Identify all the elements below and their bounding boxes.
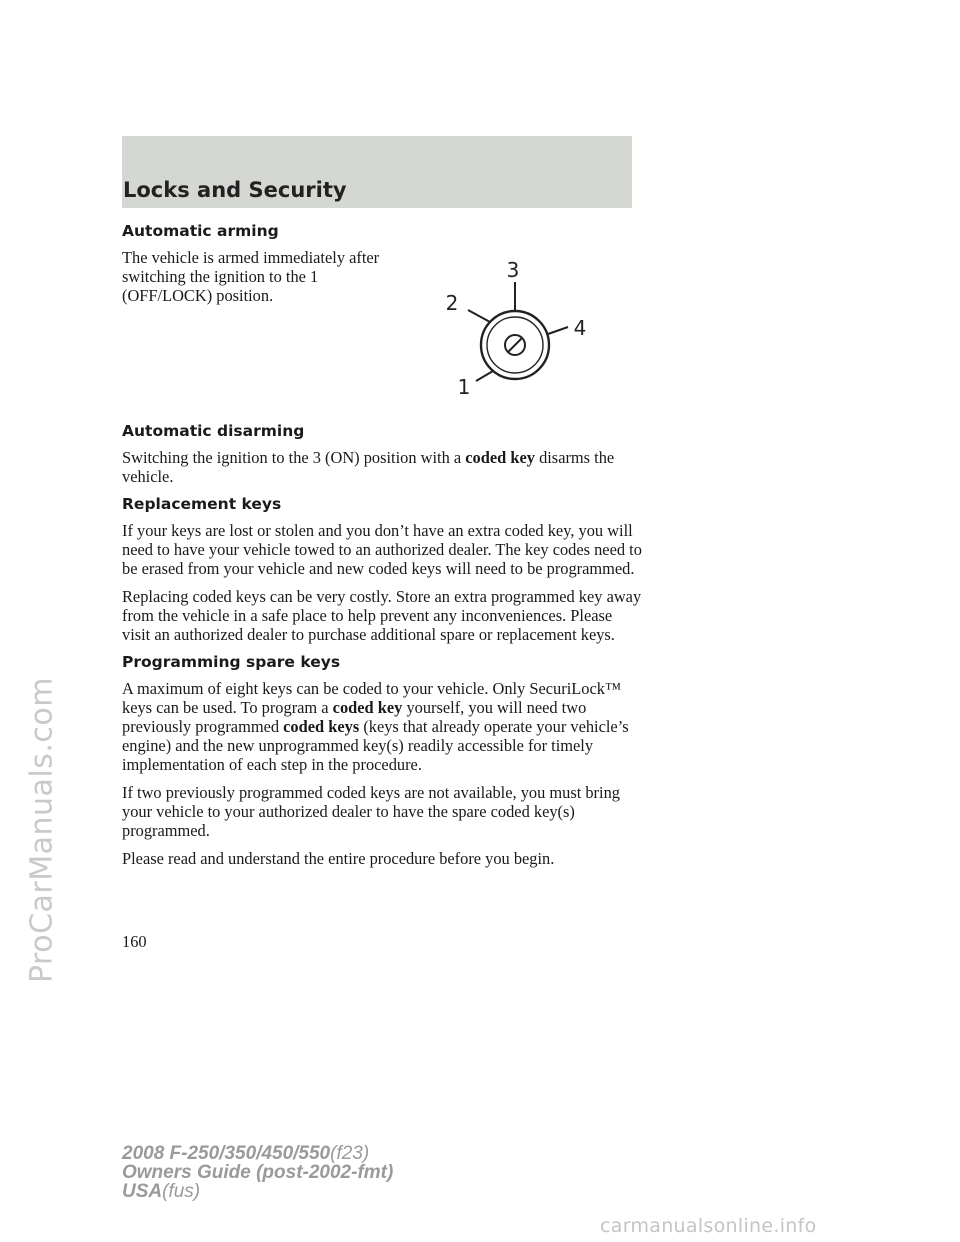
side-watermark-text: ProCarManuals.com bbox=[24, 676, 60, 984]
footer-market: USA bbox=[122, 1181, 163, 1202]
heading-replacement-keys: Replacement keys bbox=[122, 495, 282, 513]
page-number: 160 bbox=[122, 932, 147, 951]
bottom-watermark: carmanualsonline.info bbox=[600, 1215, 817, 1237]
footer-guide: Owners Guide (post-2002-fmt) bbox=[122, 1162, 394, 1183]
position-label-4: 4 bbox=[573, 316, 587, 340]
document-footer bbox=[122, 1144, 393, 1201]
replacement-paragraph-1: If your keys are lost or stolen and you don’t have an extra coded key, you will need to have your vehicle towed to an authorized dealer. The key codes need to be erased from your vehicle and new coded keys will need to be programmed. bbox=[122, 521, 642, 578]
heading-programming-spare-keys: Programming spare keys bbox=[122, 653, 341, 671]
replacement-paragraph-2: Replacing coded keys can be very costly. Store an extra programmed key away from the vehicle in a safe place to help prevent any inconveniences. Please visit an authorized dealer to purchase additional spare or replacement keys. bbox=[122, 587, 642, 644]
page-content bbox=[122, 222, 642, 877]
heading-automatic-arming: Automatic arming bbox=[122, 222, 279, 240]
footer-model: 2008 F-250/350/450/550 bbox=[122, 1143, 331, 1164]
footer-model-code: (f23) bbox=[330, 1143, 370, 1164]
programming-paragraph-3: Please read and understand the entire procedure before you begin. bbox=[122, 849, 555, 868]
programming-paragraph-1: A maximum of eight keys can be coded to your vehicle. Only SecuriLock™ keys can be used. To program a coded key yourself, you will need two previously programmed coded keys (keys that already operate your vehicle’s engine) and the new unprogrammed key(s) readily accessible for timely implementation of each step in the procedure. bbox=[122, 679, 629, 774]
position-label-2: 2 bbox=[445, 291, 459, 315]
side-watermark bbox=[0, 0, 60, 1242]
position-label-1: 1 bbox=[457, 375, 471, 399]
programming-paragraph-2: If two previously programmed coded keys are not available, you must bring your vehicle to your authorized dealer to have the spare coded key(s) programmed. bbox=[122, 783, 620, 840]
arming-paragraph: The vehicle is armed immediately after switching the ignition to the 1 (OFF/LOCK) position. bbox=[122, 248, 380, 305]
section-title: Locks and Security bbox=[123, 178, 347, 202]
position-label-3: 3 bbox=[506, 258, 520, 282]
footer-market-code: (fus) bbox=[162, 1181, 201, 1202]
heading-automatic-disarming: Automatic disarming bbox=[122, 422, 305, 440]
disarming-paragraph: Switching the ignition to the 3 (ON) position with a coded key disarms the vehicle. bbox=[122, 448, 615, 486]
